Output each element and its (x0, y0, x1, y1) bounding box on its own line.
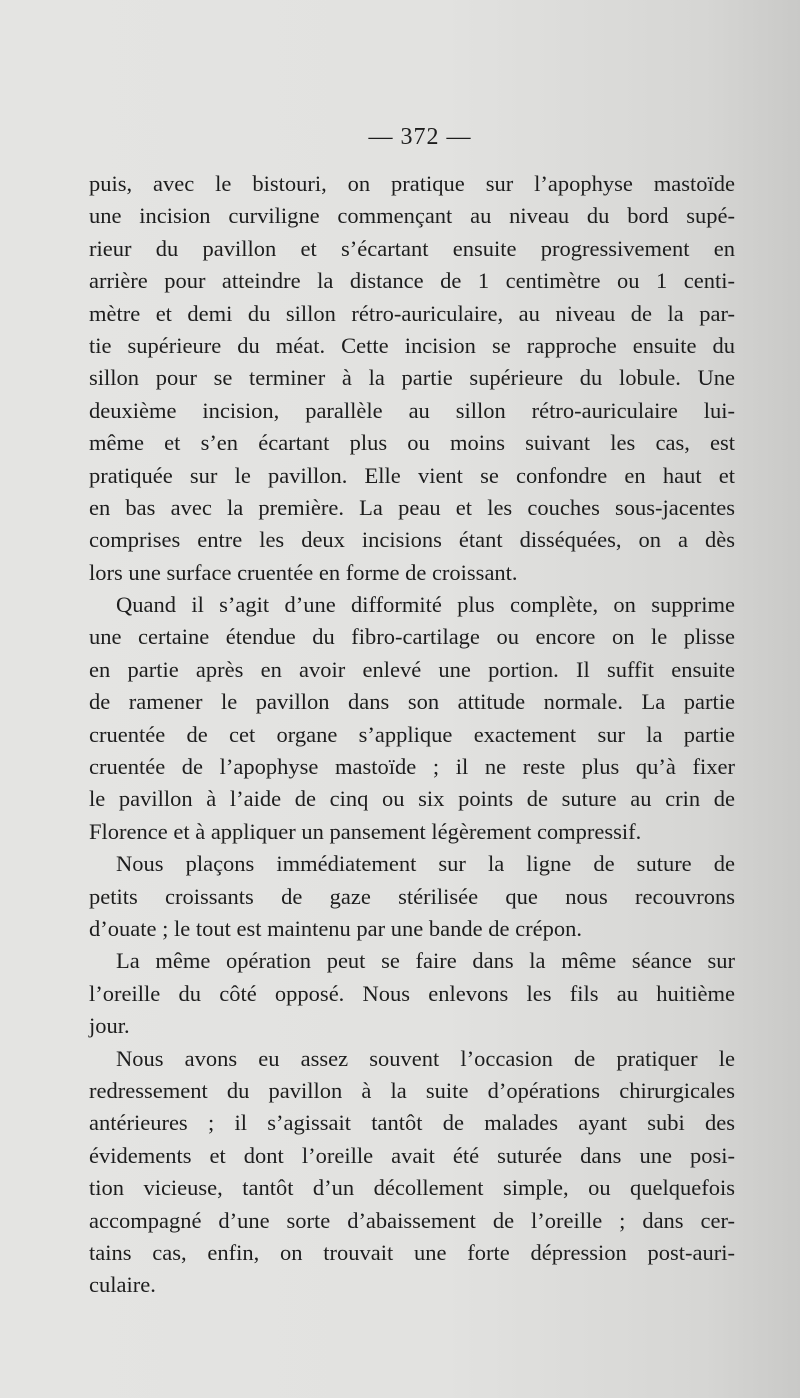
text-line: jour. (89, 1013, 130, 1039)
page-number: — 372 — (368, 124, 472, 150)
text-line: redressement du pavillon à la suite d’opérations chirurgicales (89, 1077, 735, 1103)
text-line: accompagné d’une sorte d’abaissement de l’oreille ; dans cer- (89, 1207, 735, 1233)
text-line: La même opération peut se faire dans la même séance sur (116, 948, 735, 974)
text-line: le pavillon à l’aide de cinq ou six points de suture au crin de (89, 786, 735, 812)
text-line: une incision curviligne commençant au niveau du bord supé- (89, 203, 735, 229)
text-line: d’ouate ; le tout est maintenu par une bande de crépon. (89, 915, 582, 941)
text-line: une certaine étendue du fibro-cartilage ou encore on le plisse (89, 624, 735, 650)
text-line: pratiquée sur le pavillon. Elle vient se confondre en haut et (89, 462, 735, 488)
text-line: de ramener le pavillon dans son attitude normale. La partie (89, 689, 735, 715)
text-line: lors une surface cruentée en forme de croissant. (89, 559, 518, 585)
text-line: antérieures ; il s’agissait tantôt de malades ayant subi des (89, 1110, 735, 1136)
text-line: arrière pour atteindre la distance de 1 centimètre ou 1 centi- (89, 268, 735, 294)
text-line: comprises entre les deux incisions étant disséquées, on a dès (89, 527, 735, 553)
text-line: culaire. (89, 1272, 156, 1298)
text-line: tie supérieure du méat. Cette incision se rapproche ensuite du (89, 332, 735, 358)
text-line: l’oreille du côté opposé. Nous enlevons les fils au huitième (89, 980, 735, 1006)
text-line: Florence et à appliquer un pansement légèrement compressif. (89, 818, 642, 844)
text-line: évidements et dont l’oreille avait été suturée dans une posi- (89, 1142, 735, 1168)
text-line: Quand il s’agit d’une difformité plus complète, on supprime (116, 592, 735, 618)
text-line: en partie après en avoir enlevé une portion. Il suffit ensuite (89, 656, 735, 682)
text-line: rieur du pavillon et s’écartant ensuite progressivement en (89, 235, 735, 261)
text-line: deuxième incision, parallèle au sillon rétro-auriculaire lui- (89, 397, 735, 423)
text-line: en bas avec la première. La peau et les couches sous-jacentes (89, 494, 735, 520)
text-line: petits croissants de gaze stérilisée que nous recouvrons (89, 883, 735, 909)
text-line: même et s’en écartant plus ou moins suivant les cas, est (89, 430, 735, 456)
body-text (89, 168, 735, 1302)
text-line: cruentée de l’apophyse mastoïde ; il ne reste plus qu’à fixer (89, 754, 735, 780)
text-line: cruentée de cet organe s’applique exactement sur la partie (89, 721, 735, 747)
text-line: Nous avons eu assez souvent l’occasion de pratiquer le (116, 1045, 735, 1071)
text-line: Nous plaçons immédiatement sur la ligne de suture de (116, 851, 735, 877)
text-line: puis, avec le bistouri, on pratique sur l’apophyse mastoïde (89, 171, 735, 196)
text-line: tion vicieuse, tantôt d’un décollement simple, ou quelquefois (89, 1175, 735, 1201)
text-line: tains cas, enfin, on trouvait une forte dépression post-auri- (89, 1239, 735, 1265)
text-line: sillon pour se terminer à la partie supérieure du lobule. Une (89, 365, 735, 391)
text-line: mètre et demi du sillon rétro-auriculaire, au niveau de la par- (89, 300, 735, 326)
